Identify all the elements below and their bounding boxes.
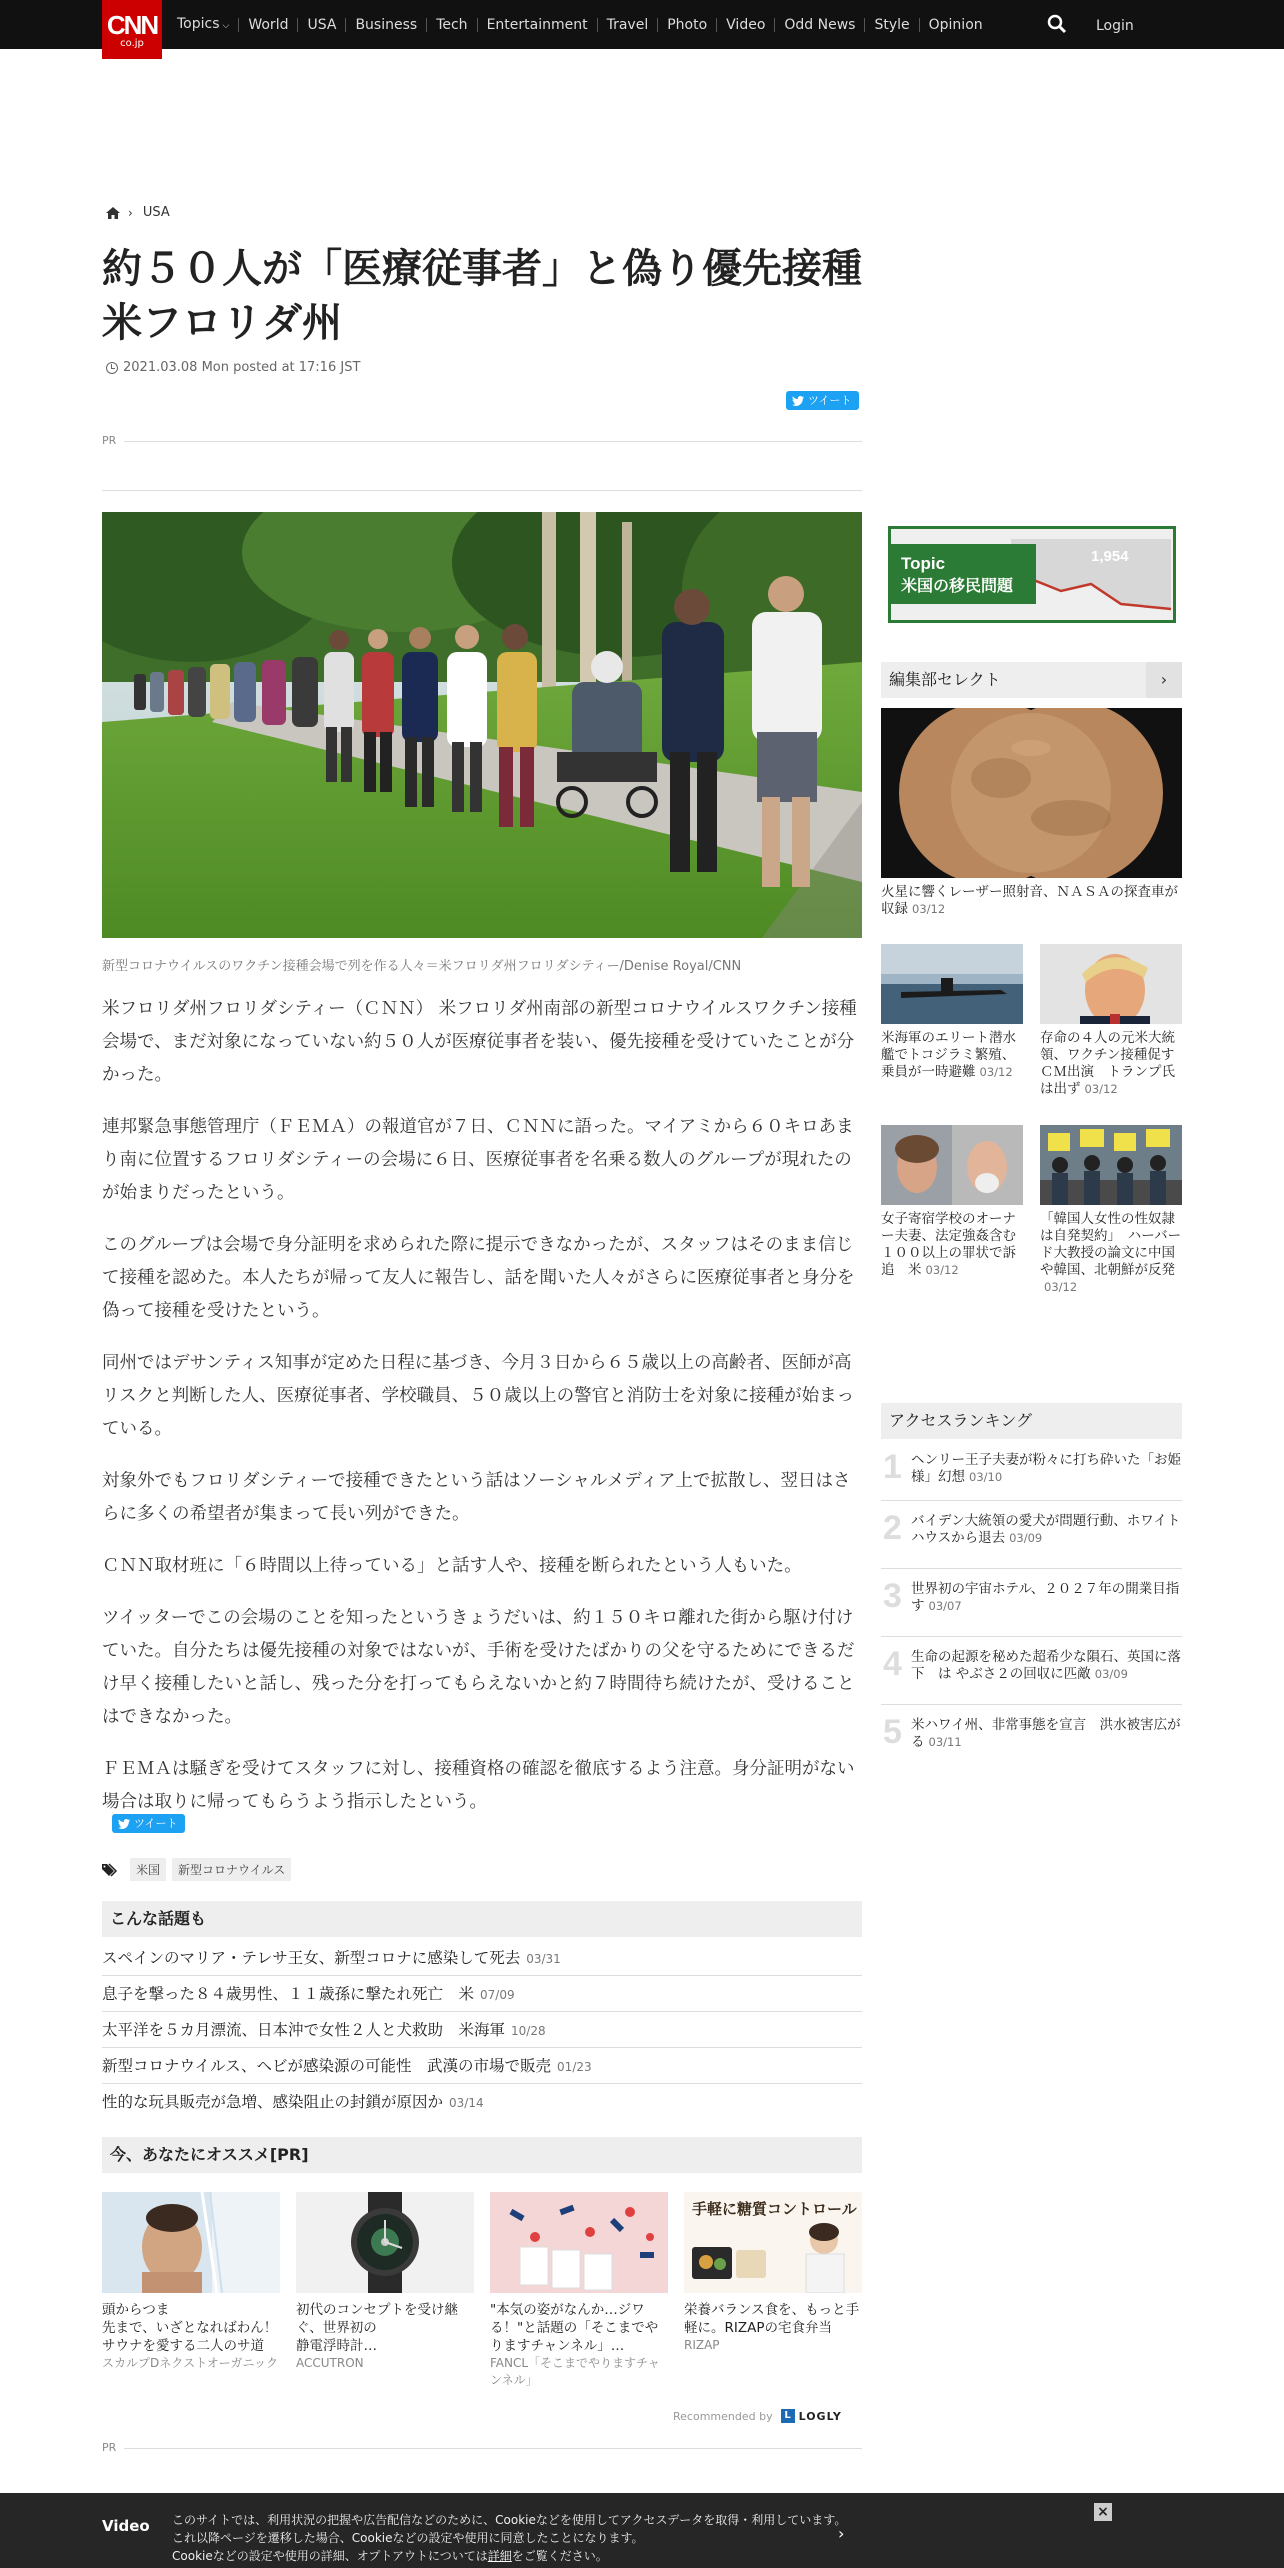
tweet-button-bottom[interactable]: [112, 1814, 185, 1833]
trump-image: [1040, 944, 1182, 1024]
paragraph: 対象外でもフロリダシティーで接種できたという話はソーシャルメディア上で拡散し、翌日はさらに多くの希望者が集まって長い列ができた。: [102, 1471, 851, 1524]
cookie-details-link[interactable]: 詳細: [487, 2549, 512, 2563]
recommend-source: RIZAP: [684, 2338, 720, 2352]
rank-title: ヘンリー王子夫妻が粉々に打ち砕いた「お姫様」幻想: [911, 1452, 1181, 1485]
clock-icon: [106, 362, 118, 374]
related-list: [102, 1940, 862, 2120]
related-date: 07/09: [480, 1988, 515, 2002]
cnn-logo[interactable]: [102, 0, 162, 59]
editor-item[interactable]: [1040, 1125, 1182, 1296]
search-icon[interactable]: [1047, 14, 1067, 34]
paragraph: 連邦緊急事態管理庁（ＦＥＭＡ）の報道官が７日、ＣＮＮに語った。マイアミから６０キロあまり南に位置するフロリダシティーの会場に６日、医療従事者を名乗る数人のグループが現れたのが始まりだったという。: [102, 1117, 854, 1203]
ranking-item[interactable]: [881, 1705, 1182, 1767]
editor-select-heading: [881, 662, 1182, 698]
pr-divider-top: [102, 434, 862, 448]
logo-main: CNN: [106, 10, 158, 40]
pr-divider-bottom: [102, 2441, 862, 2455]
recommend-text: 栄養バランス食を、もっと手軽に。RIZAPの宅食弁当: [684, 2302, 860, 2336]
editor-item-title: [1040, 1211, 1182, 1296]
editor-item-text: 存命の４人の元米大統領、ワクチン接種促すＣＭ出演 トランプ氏は出ず: [1040, 1030, 1175, 1097]
nav-tech[interactable]: Tech: [426, 18, 476, 32]
paragraph: ＦＥＭＡは騒ぎを受けてスタッフに対し、接種資格の確認を徹底するよう注意。身分証明がない場合は取りに帰ってもらうよう指示したという。: [102, 1759, 855, 1812]
mars-image: [881, 708, 1182, 878]
tweet-label: ツイート: [808, 394, 852, 407]
top-nav: [0, 0, 1284, 49]
editor-item-date: 03/12: [1044, 1280, 1078, 1294]
recommend-source: ACCUTRON: [296, 2356, 364, 2370]
editor-main-title: [881, 884, 1182, 918]
editor-item-date: 03/12: [925, 1263, 959, 1277]
rank-date: 03/09: [1094, 1667, 1128, 1681]
related-title: 新型コロナウイルス、ヘビが感染源の可能性 武漢の市場で販売: [102, 2057, 552, 2075]
paragraph: このグループは会場で身分証明を求められた際に提示できなかったが、スタッフはそのまま信じて接種を認めた。本人たちが帰って友人に報告し、話を聞いた人々がさらに医療従事者と身分を偽って接種を受けたという。: [102, 1235, 855, 1321]
recommend-text: 初代のコンセプトを受け継ぐ、世界初の 静電浮時計…: [296, 2302, 458, 2354]
recommend-source: スカルプDネクストオーガニック: [102, 2356, 279, 2370]
article-body: [102, 993, 862, 1838]
cookie-line-1: このサイトでは、利用状況の把握や広告配信などのために、Cookieなどを使用してアクセスデータを取得・利用しています。: [172, 2513, 847, 2527]
editor-item-text: 女子寄宿学校のオーナー夫妻、法定強姦含む１００以上の罪状で訴追 米: [881, 1211, 1016, 1278]
twitter-icon: [118, 1819, 130, 1829]
divider-line: [124, 441, 862, 442]
ad-banner-text: 手軽に糖質コントロール: [692, 2200, 857, 2218]
logly-credit[interactable]: [673, 2409, 842, 2423]
editor-item[interactable]: [881, 944, 1023, 1081]
editor-item-title: [881, 1211, 1023, 1279]
nav-world[interactable]: World: [238, 18, 297, 32]
related-date: 03/14: [449, 2096, 484, 2110]
divider: [102, 490, 862, 491]
topic-title: 米国の移民問題: [901, 576, 1014, 595]
editor-item-date: 03/12: [1084, 1082, 1118, 1096]
article-date-text: 2021.03.08 Mon posted at 17:16 JST: [123, 360, 361, 375]
related-date: 10/28: [511, 2024, 546, 2038]
tag-covid[interactable]: 新型コロナウイルス: [172, 1858, 291, 1881]
logo-sub: co.jp: [120, 38, 144, 49]
logly-label: LOGLY: [798, 2409, 842, 2423]
ranking-item[interactable]: [881, 1569, 1182, 1637]
recommend-source: FANCL「そこまでやりますチャンネル」: [490, 2356, 660, 2387]
rank-number: 5: [883, 1713, 902, 1751]
ranking-item[interactable]: [881, 1440, 1182, 1501]
editor-main-date: 03/12: [912, 902, 946, 916]
chevron-down-icon: ⌵: [222, 20, 230, 31]
cookie-line-2: これ以降ページを遷移した場合、Cookieなどの設定や使用に同意したことになります。: [172, 2531, 644, 2545]
related-title: 性的な玩具販売が急増、感染阻止の封鎖が原因か: [102, 2093, 444, 2111]
nav-entertainment[interactable]: Entertainment: [477, 18, 597, 32]
ranking-list: [881, 1440, 1182, 1767]
rank-title: 生命の起源を秘めた超希少な隕石、英国に落下 は やぶさ２の回収に匹敵: [911, 1649, 1181, 1682]
cookie-banner: [0, 2493, 1284, 2568]
nav-odd-news[interactable]: Odd News: [774, 18, 864, 32]
recommend-item[interactable]: [490, 2192, 668, 2389]
nav-usa[interactable]: USA: [297, 18, 345, 32]
related-item[interactable]: [102, 2048, 862, 2084]
related-item[interactable]: [102, 2012, 862, 2048]
rank-date: 03/09: [1009, 1531, 1043, 1545]
related-item[interactable]: [102, 2084, 862, 2120]
nav-style[interactable]: Style: [864, 18, 918, 32]
close-icon[interactable]: ×: [1094, 2503, 1112, 2521]
chevron-right-icon[interactable]: ›: [838, 2524, 845, 2543]
ranking-heading: アクセスランキング: [881, 1403, 1182, 1439]
nav-business[interactable]: Business: [345, 18, 426, 32]
rank-date: 03/11: [928, 1735, 962, 1749]
ranking-item[interactable]: [881, 1637, 1182, 1705]
related-date: 01/23: [557, 2060, 592, 2074]
related-title: 息子を撃った８４歳男性、１１歳孫に撃たれ死亡 米: [102, 1985, 475, 2003]
editor-item[interactable]: [881, 1125, 1023, 1279]
pr-label: PR: [102, 2441, 117, 2454]
tag-us[interactable]: 米国: [130, 1858, 166, 1881]
divider-line: [124, 2448, 862, 2449]
topic-label: Topic: [901, 554, 946, 573]
recommend-item[interactable]: [102, 2192, 280, 2389]
nav-menu: [168, 0, 992, 49]
video-section-label[interactable]: Video: [102, 2517, 150, 2535]
nav-travel[interactable]: Travel: [597, 18, 658, 32]
related-heading: こんな話題も: [102, 1901, 862, 1937]
breadcrumb-section[interactable]: USA: [142, 205, 170, 220]
nav-topics-label: Topics: [177, 15, 220, 32]
rank-title: 米ハワイ州、非常事態を宣言 洪水被害広がる: [911, 1717, 1181, 1750]
editor-item-text: 「韓国人女性の性奴隷は自発契約」 ハーバード大教授の論文に中国や韓国、北朝鮮が反発: [1040, 1211, 1182, 1278]
related-title: 太平洋を５カ月漂流、日本沖で女性２人と犬救助 米海軍: [102, 2021, 506, 2039]
editor-item-text: 米海軍のエリート潜水艦でトコジラミ繁殖、乗員が一時避難: [881, 1030, 1016, 1080]
editor-main-title-text: 火星に響くレーザー照射音、ＮＡＳＡの探査車が収録: [881, 884, 1178, 917]
rank-date: 03/10: [969, 1470, 1003, 1484]
rank-title: 世界初の宇宙ホテル、２０２７年の開業目指す: [911, 1581, 1180, 1614]
article-date: [106, 360, 360, 375]
rank-number: 2: [883, 1509, 902, 1547]
rank-date: 03/07: [928, 1599, 962, 1613]
paragraph: ＣＮＮ取材班に「６時間以上待っている」と話す人や、接種を断られたという人もいた。: [102, 1556, 802, 1576]
editor-item-date: 03/12: [979, 1065, 1013, 1079]
related-item[interactable]: [102, 1976, 862, 2012]
login-link[interactable]: Login: [1096, 18, 1134, 34]
submarine-image: [881, 944, 1023, 1024]
ranking-item[interactable]: [881, 1501, 1182, 1569]
topic-banner[interactable]: [888, 526, 1176, 623]
nav-video[interactable]: Video: [716, 18, 774, 32]
tag-icon: [102, 1863, 118, 1877]
recommend-image: [684, 2192, 862, 2293]
recommend-text: "本気の姿がなんか…ジワる！"と話題の「そこまでやりますチャンネル」…: [490, 2302, 659, 2354]
paragraph: 同州ではデサンティス知事が定めた日程に基づき、今月３日から６５歳以上の高齢者、医師が高リスクと判断した人、医療従事者、学校職員、５０歳以上の警官と消防士を対象に接種が始まっている。: [102, 1353, 855, 1439]
related-title: スペインのマリア・テレサ王女、新型コロナに感染して死去: [102, 1949, 521, 1967]
rank-title: バイデン大統領の愛犬が問題行動、ホワイトハウスから退去: [911, 1513, 1181, 1546]
home-icon[interactable]: [106, 207, 120, 219]
cookie-line-3a: Cookieなどの設定や使用の詳細、オプトアウトについては: [172, 2549, 488, 2563]
nav-opinion[interactable]: Opinion: [919, 18, 992, 32]
editor-main-item[interactable]: [881, 708, 1182, 918]
tag-list: [102, 1858, 297, 1881]
cookie-line-3b: をご覧ください。: [511, 2549, 608, 2563]
tweet-label: ツイート: [134, 1817, 178, 1830]
editor-select-title: 編集部セレクト: [889, 670, 1001, 689]
paragraph: ツイッターでこの会場のことを知ったというきょうだいは、約１５０キロ離れた街から駆け付けていた。自分たちは優先接種の対象ではないが、手術を受けたばかりの父を守るためにできるだけ早く接種したいと話し、残った分を打ってもらえないかと約７時間待ち続けたが、受けることはできなかった。: [102, 1608, 855, 1727]
article-title: 約５０人が「医療従事者」と偽り優先接種 米フロリダ州: [102, 246, 902, 346]
paragraph: 米フロリダ州フロリダシティー（ＣＮＮ） 米フロリダ州南部の新型コロナウイルスワクチン接種会場で、まだ対象になっていない約５０人が医療従事者を装い、優先接種を受けていたことが分かった。: [102, 999, 857, 1085]
rank-number: 3: [883, 1577, 902, 1615]
pr-label: PR: [102, 434, 117, 447]
article-photo[interactable]: [102, 512, 862, 938]
recommend-image: [490, 2192, 668, 2293]
rank-number: 1: [883, 1448, 902, 1486]
recommend-image: [102, 2192, 280, 2293]
tweet-button-top[interactable]: [786, 391, 859, 410]
related-item[interactable]: [102, 1940, 862, 1976]
couple-image: [881, 1125, 1023, 1205]
recommend-item[interactable]: [296, 2192, 474, 2389]
twitter-icon: [792, 396, 804, 406]
chevron-right-icon[interactable]: ›: [1146, 662, 1182, 698]
photo-caption: 新型コロナウイルスのワクチン接種会場で列を作る人々＝米フロリダ州フロリダシティー/Denise Royal/CNN: [102, 959, 742, 974]
topic-number: 1,954: [1091, 548, 1129, 565]
recommend-text: 頭からつま 先まで、いざとなればわん！サウナを愛する二人のサ道: [102, 2302, 278, 2354]
related-date: 03/31: [526, 1952, 561, 1966]
recommend-item[interactable]: [684, 2192, 862, 2389]
rank-number: 4: [883, 1645, 902, 1683]
vaccine-queue-photo: [102, 512, 862, 938]
nav-photo[interactable]: Photo: [657, 18, 716, 32]
editor-item-title: [1040, 1030, 1182, 1098]
cookie-text: [172, 2511, 846, 2565]
breadcrumb: [106, 205, 170, 220]
recommend-image: [296, 2192, 474, 2293]
protest-image: [1040, 1125, 1182, 1205]
nav-topics[interactable]: [168, 17, 238, 33]
recommend-heading: 今、あなたにオススメ[PR]: [102, 2137, 862, 2173]
editor-item[interactable]: [1040, 944, 1182, 1098]
chevron-right-icon: ›: [128, 205, 133, 220]
logly-icon: L: [781, 2409, 795, 2423]
cookie-line-3: [172, 2547, 846, 2565]
recommended-by: Recommended by: [673, 2409, 773, 2423]
editor-item-title: [881, 1030, 1023, 1081]
topic-map: [891, 529, 1173, 620]
recommend-grid: [102, 2192, 862, 2389]
